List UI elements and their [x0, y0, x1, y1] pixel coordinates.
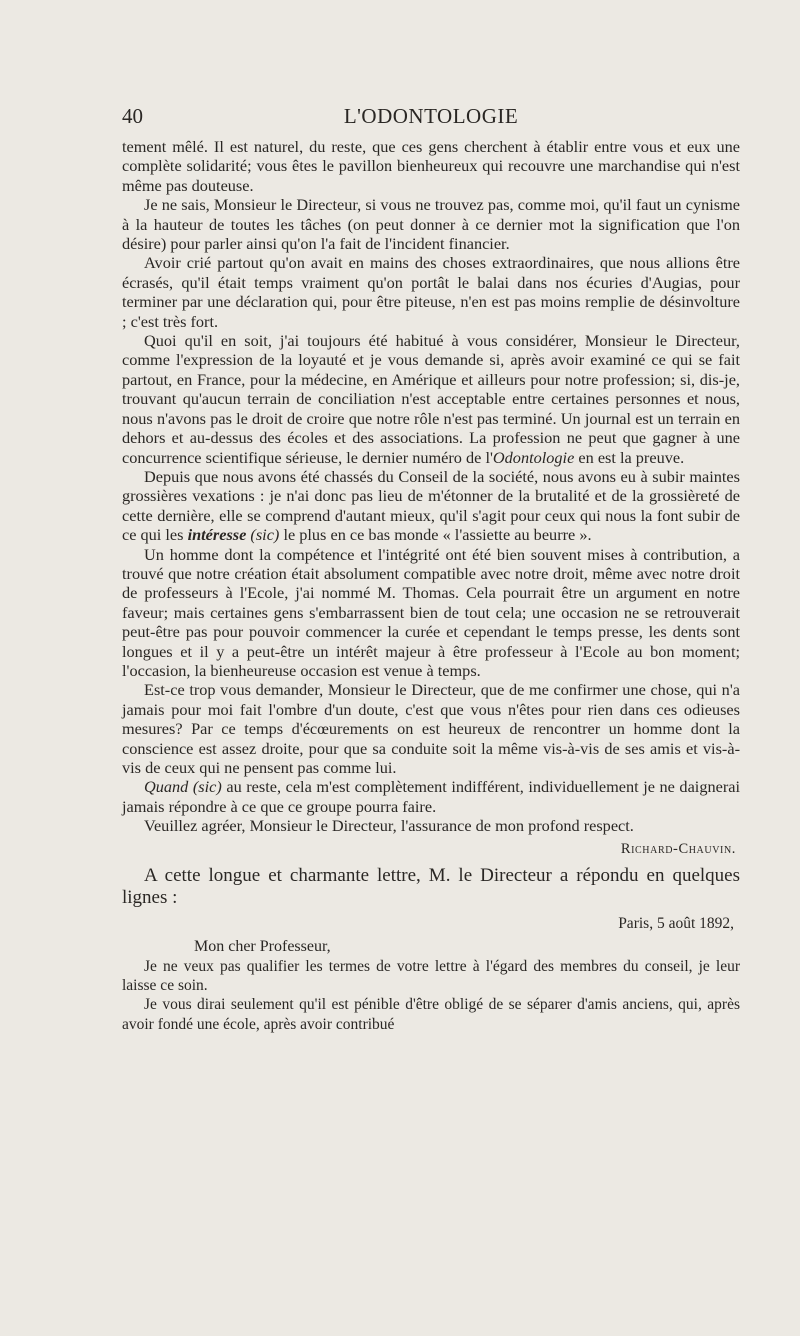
paragraph-8-text: au reste, cela m'est complètement indifférent, individuellement je ne daignerai jamais répondre à ce que ce groupe pourra faire.	[122, 777, 741, 816]
paragraph-4-tail: en est la preuve.	[574, 447, 685, 467]
reply-paragraph-2: Je vous dirai seulement qu'il est pénible d'être obligé de se séparer d'amis anciens, qui, après avoir fondé une école, après avoir contribué	[122, 996, 740, 1033]
paragraph-5-text: Depuis que nous avons été chassés du Conseil de la société, nous avons eu à subir maintes grossières vexations : je n'ai donc pas lieu de m'étonner de la brutalité et de la grossièreté de cette dernière, elle se comprend d'autant mieux, qu'il s'agit pour ceux qui nous la font subir de ce qui les	[122, 466, 740, 545]
interesse-word: intéresse	[187, 525, 247, 545]
page-number: 40	[122, 104, 143, 128]
paragraph-7: Est-ce trop vous demander, Monsieur le Directeur, que de me confirmer une chose, qui n'a jamais pour moi fait l'ombre d'un doute, c'est que vous n'êtes pour rien dans ces odieuses mesures? Par ce temps d'écœurements on est heureux de rencontrer un homme dont la conscience est assez droite, pour que sa conduite soit la même vis-à-vis de ses amis et vis-à-vis de ceux qui ne pensent pas comme lui.	[122, 680, 740, 777]
reply-intro: A cette longue et charmante lettre, M. le Directeur a répondu en quelques lignes :	[122, 864, 740, 908]
sic-note: (sic)	[246, 525, 284, 545]
paragraph-1: tement mêlé. Il est naturel, du reste, que ces gens cherchent à établir entre vous et eux une complète solidarité; vous êtes le pavillon bienheureux qui recouvre une marchandise qui n'est même pas douteuse.	[122, 137, 740, 195]
paragraph-6: Un homme dont la compétence et l'intégrité ont été bien souvent mises à contribution, a trouvé que notre création était absolument compatible avec notre droit, même avec notre droit de professeurs à l'Ecole, j'ai nommé M. Thomas. Cela pourrait être un argument en notre faveur; mais certaines gens s'embarrassent bien de tout cela; une occasion ne se retrouverait peut-être pas pour pouvoir commencer la curée et cependant le temps presse, les dents sont longues et il y a peut-être un intérêt majeur à être professeur à l'Ecole au bon moment; l'occasion, la bienheureuse occasion est venue à temps.	[122, 544, 740, 680]
page-header	[122, 104, 740, 134]
quand-word: Quand	[144, 777, 189, 797]
sic-note-2: (sic)	[188, 777, 222, 797]
paragraph-8	[122, 777, 740, 816]
letter-body	[122, 137, 740, 1034]
paragraph-4	[122, 331, 740, 467]
paragraph-2: Je ne sais, Monsieur le Directeur, si vous ne trouvez pas, comme moi, qu'il faut un cynisme à la hauteur de toutes les tâches (on peut donner à ce dernier mot la signification que l'on désire) pour parler ainsi qu'on l'a fait de l'incident financier.	[122, 195, 740, 254]
paragraph-5-tail: le plus en ce bas monde « l'assiette au beurre ».	[283, 525, 592, 545]
running-head: L'ODONTOLOGIE	[343, 104, 519, 128]
reply-paragraph-1: Je ne veux pas qualifier les termes de votre lettre à l'égard des membres du conseil, je leur laisse ce soin.	[122, 957, 740, 995]
paragraph-5	[122, 467, 740, 545]
paragraph-9: Veuillez agréer, Monsieur le Directeur, l'assurance de mon profond respect.	[144, 816, 634, 836]
paragraph-4-text: Quoi qu'il en soit, j'ai toujours été habitué à vous considérer, Monsieur le Directeur, comme l'expression de la loyauté et je vous demande si, après avoir examiné ce qui se fait partout, en France, pour la médecine, en Amérique et ailleurs pour notre profession; si, dis-je, trouvant qu'aucun terrain de conciliation n'est acceptable entre certaines personnes et nous, nous n'avons pas le droit de croire que notre rôle n'est pas terminé. Un journal est un terrain en dehors et au-dessus des écoles et des associations. La profession ne peut que gagner à une concurrence scientifique sérieuse, le dernier numéro de l'	[122, 331, 740, 467]
reply-salutation: Mon cher Professeur,	[194, 937, 331, 955]
paragraph-3: Avoir crié partout qu'on avait en mains des choses extraordinaires, que nous allions être écrasés, qu'il était temps vraiment qu'on portât le balai dans nos écuries d'Augias, pour terminer par une déclaration qui, pour être piteuse, n'en est pas moins remplie de désinvolture ; c'est très fort.	[122, 253, 740, 331]
journal-title: Odontologie	[492, 447, 575, 467]
signature: Richard-Chauvin.	[620, 840, 736, 857]
reply-date: Paris, 5 août 1892,	[618, 914, 734, 932]
